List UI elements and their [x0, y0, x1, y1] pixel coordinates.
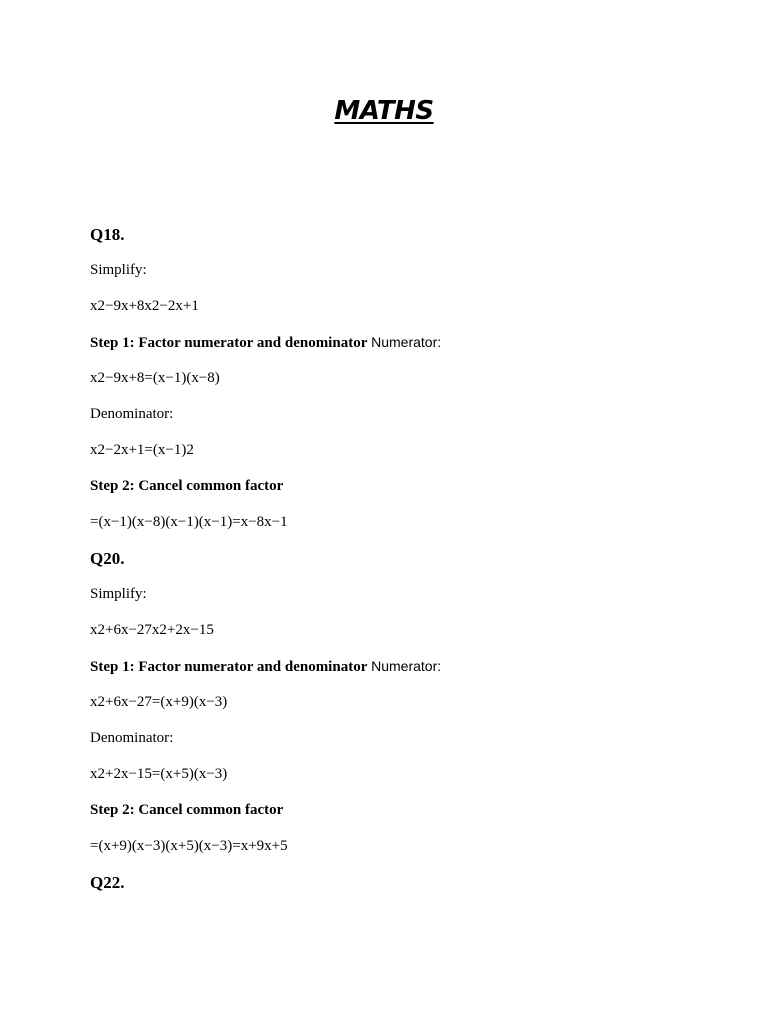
question-result: =(x+9)(x−3)(x+5)(x−3)=x+9x+5: [90, 838, 288, 854]
page-title: MATHS: [334, 96, 434, 126]
step-2-title: Step 2: Cancel common factor: [90, 478, 284, 494]
denominator-factored: x2+2x−15=(x+5)(x−3): [90, 766, 228, 782]
step-1-line: [90, 332, 710, 368]
question-q20: [90, 548, 710, 872]
question-prompt: Simplify:: [90, 586, 147, 602]
numerator-label: Numerator:: [371, 334, 442, 350]
question-prompt: Simplify:: [90, 262, 147, 278]
numerator-factored: x2−9x+8=(x−1)(x−8): [90, 370, 220, 386]
denominator-label: Denominator:: [90, 406, 174, 422]
denominator-factored: x2−2x+1=(x−1)2: [90, 442, 194, 458]
numerator-factored: x2+6x−27=(x+9)(x−3): [90, 694, 228, 710]
document-body: [90, 224, 710, 908]
question-result: =(x−1)(x−8)(x−1)(x−1)=x−8x−1: [90, 514, 288, 530]
step-1-line: [90, 656, 710, 692]
denominator-label: Denominator:: [90, 730, 174, 746]
numerator-label: Numerator:: [371, 658, 442, 674]
step-1-title: Step 1: Factor numerator and denominator: [90, 335, 368, 351]
question-expression: x2+6x−27x2+2x−15: [90, 622, 214, 638]
step-1-title: Step 1: Factor numerator and denominator: [90, 659, 368, 675]
question-number: Q22.: [90, 873, 125, 892]
question-q22: [90, 872, 710, 908]
question-q18: [90, 224, 710, 548]
question-number: Q20.: [90, 549, 125, 568]
question-expression: x2−9x+8x2−2x+1: [90, 298, 199, 314]
step-2-title: Step 2: Cancel common factor: [90, 802, 284, 818]
question-number: Q18.: [90, 225, 125, 244]
